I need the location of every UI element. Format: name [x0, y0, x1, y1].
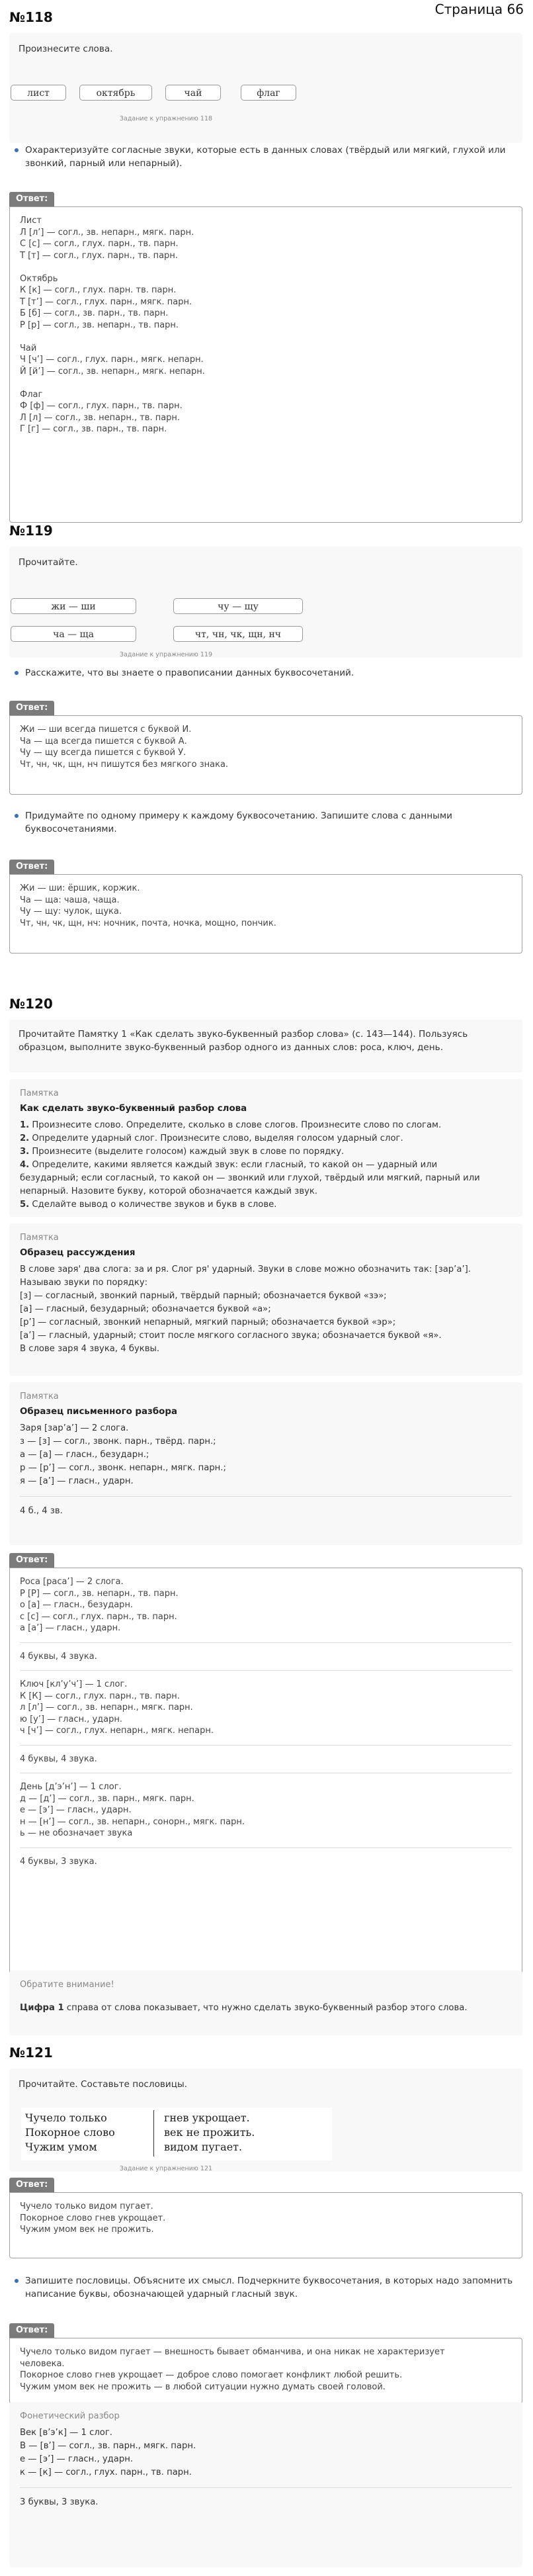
answer-line: День [д’э’н’] — 1 слог.: [20, 1782, 122, 1792]
task-text: Расскажите, что вы знаете о правописании данных буквосочетаний.: [25, 668, 354, 678]
answer-body: [9, 2192, 522, 2258]
answer-line: д — [д’] — согл., зв. парн., мягк. парн.: [20, 1793, 194, 1804]
exercise-120-number: №120: [9, 996, 53, 1012]
answer-line: Октябрь: [20, 273, 58, 284]
page-number: Страница 66: [434, 1, 524, 17]
answer-line: К [К] — согл., глух. парн., тв. парн.: [20, 1691, 180, 1701]
memo-how-to-parse: [9, 1079, 522, 1217]
divider: [20, 1847, 512, 1848]
answer-tab: Ответ:: [9, 2178, 54, 2192]
answer-line: Й [й’] — согл., зв. непарн., мягк. непарн.: [20, 366, 205, 377]
step-number: 5.: [20, 1200, 30, 1210]
note-rest: справа от слова показывает, что нужно сделать звуко-буквенный разбор этого слова.: [63, 2003, 468, 2013]
answer-tab: Ответ:: [9, 701, 54, 715]
answer-line: е — [э’] — гласн., ударн.: [20, 1805, 132, 1815]
memo-line: [а’] — гласный, ударный; стоит после мягкого согласного звука; обозначается буквой «я».: [20, 1331, 442, 1341]
task-text: Придумайте по одному примеру к каждому буквосочетанию. Запишите слова с данными буквосочетаниями.: [25, 811, 452, 834]
note-title: Обратите внимание!: [20, 1980, 114, 1990]
answer-block: [9, 191, 522, 523]
answer-line: человека.: [20, 2358, 65, 2369]
answer-line: Р [Р] — согл., зв. непарн., тв. парн.: [20, 1588, 179, 1599]
answer-line: [20, 377, 512, 389]
bullet-icon: [15, 814, 19, 818]
answer-line: Т [т’] — согл., глух. парн., мягк. парн.: [20, 296, 192, 307]
proverb-end: век не прожить.: [164, 2126, 255, 2139]
answer-line: ь — не обозначает звука: [20, 1828, 133, 1838]
answer-body: [9, 206, 522, 523]
word-box: лист: [11, 85, 66, 101]
memo-subtitle: Образец рассуждения: [20, 1248, 136, 1258]
letter-combination-box: ча — ща: [11, 626, 136, 642]
answer-line: Ча — ща всегда пишется с буквой А.: [20, 736, 187, 746]
exercise-118-card: [9, 33, 522, 143]
exercise-119-number: №119: [9, 523, 53, 539]
answer-line: с [с] — согл., глух. парн., тв. парн.: [20, 1611, 177, 1622]
answer-line: Г [г] — согл., зв. парн., тв. парн.: [20, 424, 167, 434]
memo-line: [р’] — согласный, звонкий непарный, мягкий парный; обозначается буквой «эр»;: [20, 1317, 396, 1327]
proverb-start: Покорное слово: [25, 2126, 115, 2139]
step-text: непарный. Назовите букву, которой обозначается каждый звук.: [20, 1186, 318, 1196]
task-bullet: [11, 2274, 520, 2301]
task-bullet: [11, 144, 520, 170]
phonetic-summary: 3 буквы, 3 звука.: [20, 2497, 99, 2507]
step-number: 4.: [20, 1160, 30, 1170]
answer-line: Покорное слово гнев укрощает — доброе слово помогает конфликт любой решить.: [20, 2370, 403, 2380]
proverb-start: Чучело только: [25, 2111, 107, 2124]
answer-line: Чт, чн, чк, щн, нч: ночник, почта, ночка, мощно, пончик.: [20, 918, 276, 928]
answer-line: ю [у’] — гласн., ударн.: [20, 1714, 122, 1724]
step-text: Определите ударный слог. Произнесите слово, выделяя голосом ударный слог.: [29, 1133, 403, 1143]
answer-line: С [с] — согл., глух. парн., тв. парн.: [20, 239, 179, 249]
answer-line: а [а’] — гласн., ударн.: [20, 1623, 121, 1633]
answer-line: Жи — ши: ёршик, коржик.: [20, 883, 140, 893]
step-number: 2.: [20, 1133, 30, 1143]
memo-line: р — [р’] — согл., звонк. непарн., мягк. парн.;: [20, 1463, 226, 1473]
answer-line: [20, 261, 512, 273]
memo-line: я — [а’] — гласн., ударн.: [20, 1476, 134, 1486]
memo-line: з — [з] — согл., звонк. парн., твёрд. парн.;: [20, 1437, 216, 1446]
answer-tab: Ответ:: [9, 2323, 54, 2338]
answer-block: [9, 1552, 522, 1978]
phonetic-line: е — [э’] — гласн., ударн.: [20, 2454, 134, 2464]
answer-line: Ф [ф] — согл., глух. парн., тв. парн.: [20, 401, 183, 411]
step-number: 3.: [20, 1147, 30, 1157]
answer-line: Чучело только видом пугает.: [20, 2201, 153, 2211]
answer-line: Ключ [кл’у’ч’] — 1 слог.: [20, 1679, 128, 1689]
answer-line: [20, 331, 512, 343]
proverb-start: Чужим умом: [25, 2141, 97, 2153]
task-text: Запишите пословицы. Объясните их смысл. Подчеркните буквосочетания, в которых надо запомнить написание буквы, обозначающей ударный гласный звук.: [25, 2276, 513, 2299]
phonetic-line: Век [в’э’к] — 1 слог.: [20, 2428, 112, 2438]
answer-line: Флаг: [20, 389, 43, 400]
answer-tab: Ответ:: [9, 1553, 54, 1568]
answer-line: н — [н’] — согл., зв. непарн., сонорн., мягк. парн.: [20, 1816, 245, 1827]
memo-subtitle: Как сделать звуко-буквенный разбор слова: [20, 1104, 247, 1114]
memo-step: [20, 1185, 512, 1198]
exercise-instruction: Прочитайте Памятку 1 «Как сделать звуко-буквенный разбор слова» (с. 143—144). Пользуясь образцом, выполните звуко-буквенный разбор одного из данных слов: роса, ключ, день.: [19, 1029, 468, 1053]
proverbs-image: [21, 2108, 332, 2160]
divider: [20, 1642, 512, 1643]
answer-line: Чужим умом век не прожить — в любой ситуации нужно думать своей головой.: [20, 2381, 386, 2392]
memo-step: [20, 1159, 512, 1172]
answer-line: Роса [раса’] — 2 слога.: [20, 1577, 124, 1587]
answer-body: [9, 874, 522, 954]
letter-combination-box: жи — ши: [11, 598, 136, 614]
answer-summary: 4 буквы, 4 звука.: [20, 1754, 97, 1764]
answer-line: Р [р] — согл., зв. непарн., тв. парн.: [20, 320, 179, 330]
task-text: Охарактеризуйте согласные звуки, которые есть в данных словах (твёрдый или мягкий, глухой или звонкий, парный или непарный).: [25, 145, 506, 169]
note-bold: Цифра 1: [20, 2003, 64, 2013]
memo-line: В слове заря 4 звука, 4 буквы.: [20, 1344, 160, 1354]
answer-line: Покорное слово гнев укрощает.: [20, 2213, 166, 2223]
divider: [20, 2487, 512, 2488]
step-text: Произнесите (выделите голосом) каждый звук в слове по порядку.: [29, 1147, 345, 1157]
answer-line: К [к] — согл., глух. парн. тв. парн.: [20, 285, 177, 295]
exercise-instruction: Произнесите слова.: [19, 44, 113, 54]
letter-combination-box: чу — щу: [173, 598, 303, 614]
note-text: [20, 2002, 512, 2015]
bullet-icon: [15, 148, 19, 152]
memo-line: а — [а] — гласн., безударн.;: [20, 1450, 149, 1460]
step-number: 1.: [20, 1120, 30, 1130]
divider: [20, 1670, 512, 1671]
memo-line: Называю звуки по порядку:: [20, 1278, 148, 1288]
task-bullet: [11, 809, 520, 836]
answer-summary: 4 буквы, 3 звука.: [20, 1856, 97, 1867]
exercise-119-card: [9, 547, 522, 658]
memo-subtitle: Образец письменного разбора: [20, 1407, 178, 1417]
phonetic-analysis-card: [9, 2402, 522, 2567]
attention-note: [9, 1971, 522, 2035]
letter-combination-box: чт, чн, чк, щн, нч: [173, 626, 303, 642]
answer-line: Чай: [20, 343, 37, 353]
answer-line: Т [т] — согл., глух. парн., тв. парн.: [20, 250, 178, 261]
memo-step: [20, 1145, 512, 1159]
proverbs-divider: [153, 2110, 154, 2156]
answer-body: [9, 1568, 522, 1978]
answer-line: Ча — ща: чаша, чаща.: [20, 895, 120, 905]
answer-line: ч [ч’] — согл., глух. непарн., мягк. непарн.: [20, 1726, 214, 1736]
answer-line: Чучело только видом пугает — внешность бывает обманчива, и она никак не характеризует: [20, 2347, 445, 2357]
memo-line: [а] — гласный, безударный; обозначается буквой «а»;: [20, 1304, 271, 1314]
answer-line: Л [л’] — согл., зв. непарн., мягк. парн.: [20, 227, 194, 238]
answer-block: [9, 859, 522, 954]
exercise-118-number: №118: [9, 9, 53, 25]
memo-step: [20, 1198, 512, 1212]
answer-block: [9, 2177, 522, 2258]
memo-step: [20, 1119, 512, 1132]
exercise-120-instruction-card: [9, 1020, 522, 1073]
word-box: чай: [165, 85, 221, 101]
divider: [20, 1745, 512, 1746]
bullet-icon: [15, 671, 19, 675]
memo-reasoning-sample: [9, 1223, 522, 1376]
image-caption: Задание к упражнению 118: [119, 115, 213, 122]
exercise-instruction: Прочитайте.: [19, 557, 78, 568]
answer-block: [9, 700, 522, 795]
memo-title: Памятка: [20, 1392, 59, 1401]
memo-step: [20, 1172, 512, 1185]
memo-title: Памятка: [20, 1088, 59, 1098]
answer-line: о [а] — гласн., безударн.: [20, 1600, 134, 1610]
memo-written-sample: [9, 1382, 522, 1545]
step-text: безударный; если согласный, то какой он — звонкий или глухой, твёрдый или мягкий, парный или: [20, 1173, 480, 1183]
memo-title: Памятка: [20, 1233, 59, 1243]
image-caption: Задание к упражнению 121: [119, 2165, 213, 2172]
step-text: Произнесите слово. Определите, сколько в слове слогов. Произнесите слово по слогам.: [29, 1120, 442, 1130]
divider: [20, 1496, 512, 1497]
memo-line: В слове заря' два слога: за и ря. Слог ря' ударный. Звуки в слове можно обозначить так: [зар’а’].: [20, 1265, 471, 1274]
answer-body: [9, 715, 522, 795]
answer-line: Чу — щу: чулок, щука.: [20, 907, 122, 916]
exercise-121-number: №121: [9, 2045, 53, 2061]
answer-line: Б [б] — согл., зв. парн., тв. парн.: [20, 308, 169, 318]
answer-line: Чу — щу всегда пишется с буквой У.: [20, 748, 186, 758]
image-caption: Задание к упражнению 119: [119, 651, 213, 658]
answer-line: Ч [ч’] — согл., глух. парн., мягк. непарн.: [20, 355, 204, 365]
answer-block: [9, 2323, 522, 2404]
answer-tab: Ответ:: [9, 860, 54, 874]
answer-line: Чт, чн, чк, щн, нч пишутся без мягкого знака.: [20, 759, 229, 770]
answer-line: Л [л] — согл., зв. непарн., тв. парн.: [20, 412, 181, 423]
answer-line: л [л’] — согл., зв. непарн., мягк. парн.: [20, 1703, 193, 1712]
exercise-instruction: Прочитайте. Составьте пословицы.: [19, 2079, 188, 2090]
bullet-icon: [15, 2279, 19, 2283]
answer-summary: 4 буквы, 4 звука.: [20, 1651, 97, 1662]
word-box: октябрь: [79, 85, 152, 101]
phonetic-title: Фонетический разбор: [20, 2411, 120, 2421]
answer-line: Лист: [20, 216, 42, 226]
proverb-end: видом пугает.: [164, 2141, 243, 2153]
answer-line: Чужим умом век не прожить.: [20, 2225, 154, 2235]
answer-line: Жи — ши всегда пишется с буквой И.: [20, 725, 192, 734]
phonetic-line: В — [в’] — согл., зв. парн., мягк. парн.: [20, 2441, 196, 2451]
step-text: Сделайте вывод о количестве звуков и букв в слове.: [29, 1200, 277, 1210]
step-text: Определите, какими является каждый звук: если гласный, то какой он — ударный или: [29, 1160, 438, 1170]
phonetic-line: к — [к] — согл., глух. парн., тв. парн.: [20, 2467, 192, 2477]
memo-line: [з] — согласный, звонкий парный, твёрдый парный; обозначается буквой «зэ»;: [20, 1291, 387, 1301]
word-box: флаг: [241, 85, 296, 101]
answer-tab: Ответ:: [9, 192, 54, 206]
proverb-end: гнев укрощает.: [164, 2111, 250, 2124]
memo-summary: 4 б., 4 зв.: [20, 1506, 63, 1516]
memo-line: Заря [зар’а’] — 2 слога.: [20, 1423, 129, 1433]
memo-step: [20, 1132, 512, 1145]
task-bullet: [11, 666, 520, 680]
answer-body: [9, 2338, 522, 2404]
